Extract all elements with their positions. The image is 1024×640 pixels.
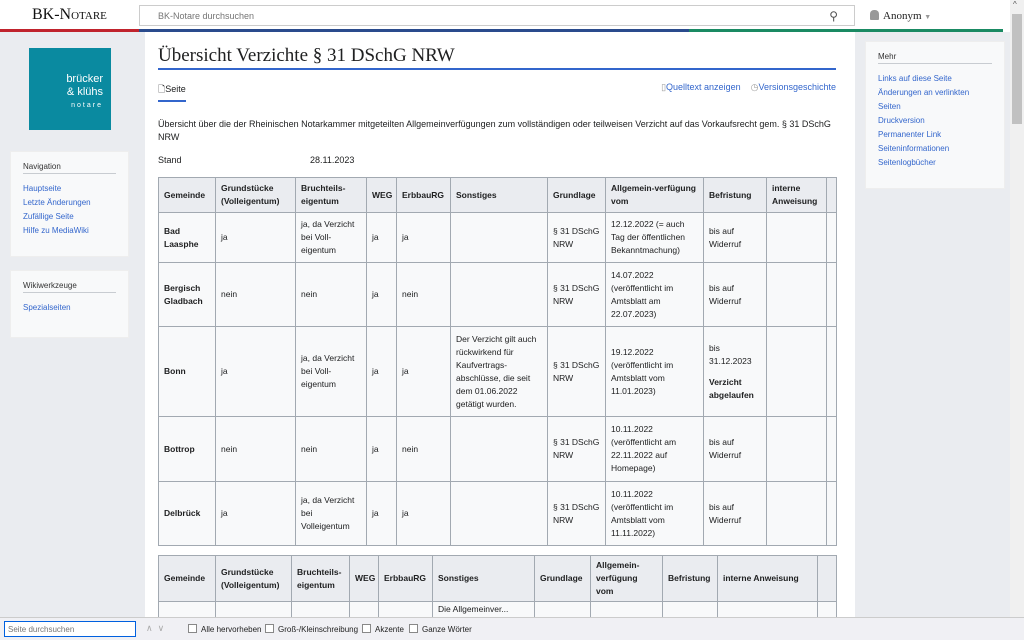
table-cell xyxy=(767,263,827,327)
column-header: Bruchteils-eigentum xyxy=(292,556,350,602)
column-header: Grundstücke (Volleigentum) xyxy=(216,178,296,213)
table-cell xyxy=(451,263,548,327)
table-cell: bis auf Widerruf xyxy=(704,213,767,263)
site-logo[interactable]: BK-Notare xyxy=(32,6,107,23)
column-header: Grundstücke (Volleigentum) xyxy=(216,556,292,602)
column-header: Sonstiges xyxy=(451,178,548,213)
table-cell: Bonn xyxy=(159,327,216,417)
user-icon xyxy=(870,10,879,20)
column-header: interne Anweisung xyxy=(767,178,827,213)
checkbox-icon xyxy=(188,624,197,633)
table-cell xyxy=(827,417,837,482)
table-cell: Der Verzicht gilt auch rückwirkend für Kaufvertrags-abschlüsse, die seit dem 01.06.2022 getätigt wurden. xyxy=(451,327,548,417)
table-cell: ja xyxy=(367,213,397,263)
more-link[interactable]: Druckversion xyxy=(878,116,925,125)
table-cell xyxy=(827,263,837,327)
column-header: Gemeinde xyxy=(159,178,216,213)
more-link[interactable]: Links auf diese Seite xyxy=(878,74,952,83)
table-cell: ja xyxy=(216,213,296,263)
brand-logo[interactable]: brücker & klühs notare xyxy=(29,48,111,130)
table-row xyxy=(159,327,837,417)
table-row xyxy=(159,417,837,482)
nav-link[interactable]: Hauptseite xyxy=(23,184,62,193)
table-cell: ja, da Verzicht bei Volleigentum xyxy=(296,482,367,546)
navigation-box xyxy=(10,151,129,257)
table-cell: Bad Laasphe xyxy=(159,213,216,263)
column-header: Bruchteils-eigentum xyxy=(296,178,367,213)
table-cell: ja xyxy=(367,263,397,327)
table-cell: § 31 DSchG NRW xyxy=(548,327,606,417)
color-bar xyxy=(0,29,1003,32)
find-bar xyxy=(0,617,1024,640)
more-link[interactable]: Permanenter Link xyxy=(878,130,942,139)
more-link[interactable]: Seitenlogbücher xyxy=(878,158,936,167)
site-search xyxy=(139,5,855,26)
table-cell: ja xyxy=(367,417,397,482)
view-source-link[interactable]: ▯Quelltext anzeigen xyxy=(661,82,741,92)
table-cell xyxy=(451,417,548,482)
table-cell: Bergisch Gladbach xyxy=(159,263,216,327)
column-header: ErbbauRG xyxy=(379,556,433,602)
table-cell xyxy=(767,213,827,263)
search-icon[interactable]: ⚲ xyxy=(829,9,838,23)
source-icon: ▯ xyxy=(661,82,667,92)
tools-box xyxy=(10,270,129,338)
tab-page[interactable]: 🗋Seite xyxy=(158,82,186,102)
search-input[interactable] xyxy=(140,6,820,25)
column-header: Grundlage xyxy=(548,178,606,213)
more-link[interactable]: Änderungen an verlinkten Seiten xyxy=(878,88,970,111)
table-cell: bis auf Widerruf xyxy=(704,417,767,482)
table-cell: nein xyxy=(397,263,451,327)
find-option-checkbox[interactable]: Alle hervorheben xyxy=(188,624,261,634)
table-row xyxy=(159,263,837,327)
column-header: Gemeinde xyxy=(159,556,216,602)
more-box xyxy=(865,41,1005,189)
table-cell: bis auf Widerruf xyxy=(704,263,767,327)
nav-link[interactable]: Zufällige Seite xyxy=(23,212,74,221)
column-header: ErbbauRG xyxy=(397,178,451,213)
table-cell xyxy=(827,482,837,546)
table-cell: ja xyxy=(216,482,296,546)
table-cell: ja, da Verzicht bei Voll-eigentum xyxy=(296,327,367,417)
column-header xyxy=(818,556,837,602)
table-cell: nein xyxy=(296,417,367,482)
column-header: Sonstiges xyxy=(433,556,535,602)
column-header: interne Anweisung xyxy=(718,556,818,602)
find-option-checkbox[interactable]: Akzente xyxy=(362,624,404,634)
column-header: WEG xyxy=(350,556,379,602)
checkbox-icon xyxy=(362,624,371,633)
column-header: Grundlage xyxy=(535,556,591,602)
find-option-checkbox[interactable]: Ganze Wörter xyxy=(409,624,472,634)
clock-icon: ◷ xyxy=(750,82,759,92)
table-cell: Delbrück xyxy=(159,482,216,546)
table-cell xyxy=(767,327,827,417)
table-cell: ja xyxy=(367,327,397,417)
table-cell: nein xyxy=(397,417,451,482)
tool-link[interactable]: Spezialseiten xyxy=(23,303,71,312)
left-sidebar xyxy=(0,32,145,617)
table-cell: bis auf Widerruf xyxy=(704,482,767,546)
find-prev-next[interactable]: ∧ ∨ xyxy=(146,623,165,633)
table-cell: ja, da Verzicht bei Voll-eigentum xyxy=(296,213,367,263)
find-input[interactable] xyxy=(4,621,136,637)
column-header: Allgemein-verfügung vom xyxy=(591,556,663,602)
navigation-heading: Navigation xyxy=(23,162,116,174)
tools-heading: Wikiwerkzeuge xyxy=(23,281,116,293)
table-cell: Bottrop xyxy=(159,417,216,482)
history-link[interactable]: ◷Versionsgeschichte xyxy=(750,82,836,92)
table-cell: 10.11.2022 (veröffentlicht am 22.11.2022 auf Homepage) xyxy=(606,417,704,482)
table-cell xyxy=(767,417,827,482)
table-cell xyxy=(827,327,837,417)
table-cell: ja xyxy=(367,482,397,546)
waiver-table-1 xyxy=(158,177,837,546)
table-cell: bis 31.12.2023 Verzicht abgelaufen xyxy=(704,327,767,417)
checkbox-icon xyxy=(265,624,274,633)
user-menu[interactable]: Anonym ▼ xyxy=(870,10,931,22)
stand-row: Stand 28.11.2023 xyxy=(158,155,355,165)
table-cell: ja xyxy=(397,482,451,546)
table-cell: 19.12.2022 (veröffentlicht im Amtsblatt vom 11.01.2023) xyxy=(606,327,704,417)
more-link[interactable]: Seiteninformationen xyxy=(878,144,950,153)
table-cell xyxy=(451,213,548,263)
table-cell: § 31 DSchG NRW xyxy=(548,263,606,327)
header xyxy=(0,0,1010,30)
column-header: Allgemein-verfügung vom xyxy=(606,178,704,213)
table-cell xyxy=(767,482,827,546)
column-header: Befristung xyxy=(704,178,767,213)
table-cell: 10.11.2022 (veröffentlicht im Amtsblatt vom 11.11.2022) xyxy=(606,482,704,546)
table-row xyxy=(159,213,837,263)
more-heading: Mehr xyxy=(878,52,992,64)
table-cell: 12.12.2022 (= auch Tag der öffentlichen Bekanntmachung) xyxy=(606,213,704,263)
table-cell xyxy=(827,213,837,263)
table-cell: ja xyxy=(397,213,451,263)
table-row xyxy=(159,482,837,546)
table-cell: nein xyxy=(296,263,367,327)
page-icon: 🗋 xyxy=(158,84,166,94)
checkbox-icon xyxy=(409,624,418,633)
table-cell: nein xyxy=(216,263,296,327)
page-title: Übersicht Verzichte § 31 DSchG NRW xyxy=(158,45,836,70)
table-cell: § 31 DSchG NRW xyxy=(548,417,606,482)
nav-link[interactable]: Hilfe zu MediaWiki xyxy=(23,226,89,235)
nav-link[interactable]: Letzte Änderungen xyxy=(23,198,91,207)
find-option-checkbox[interactable]: Groß-/Kleinschreibung xyxy=(265,624,358,634)
table-cell: § 31 DSchG NRW xyxy=(548,213,606,263)
chevron-down-icon: ▼ xyxy=(924,13,932,21)
table-cell: § 31 DSchG NRW xyxy=(548,482,606,546)
table-cell: Die Allgemeinver... xyxy=(433,602,535,632)
table-cell: nein xyxy=(216,417,296,482)
table-cell: ja xyxy=(216,327,296,417)
column-header: WEG xyxy=(367,178,397,213)
intro-text: Übersicht über die der Rheinischen Notarkammer mitgeteilten Allgemeinverfügungen zum vollständigen oder teilweisen Verzicht auf das Vorkaufsrecht gem. § 31 DSchG NRW xyxy=(158,119,831,142)
column-header: Befristung xyxy=(663,556,718,602)
table-cell xyxy=(451,482,548,546)
table-cell: ja xyxy=(397,327,451,417)
scrollbar[interactable] xyxy=(1010,0,1024,617)
column-header xyxy=(827,178,837,213)
scrollbar-thumb[interactable] xyxy=(1012,14,1022,124)
right-sidebar xyxy=(855,32,1010,617)
table-cell: 14.07.2022 (veröffentlicht im Amtsblatt am 22.07.2023) xyxy=(606,263,704,327)
scroll-up-icon[interactable]: ^ xyxy=(1013,0,1017,9)
